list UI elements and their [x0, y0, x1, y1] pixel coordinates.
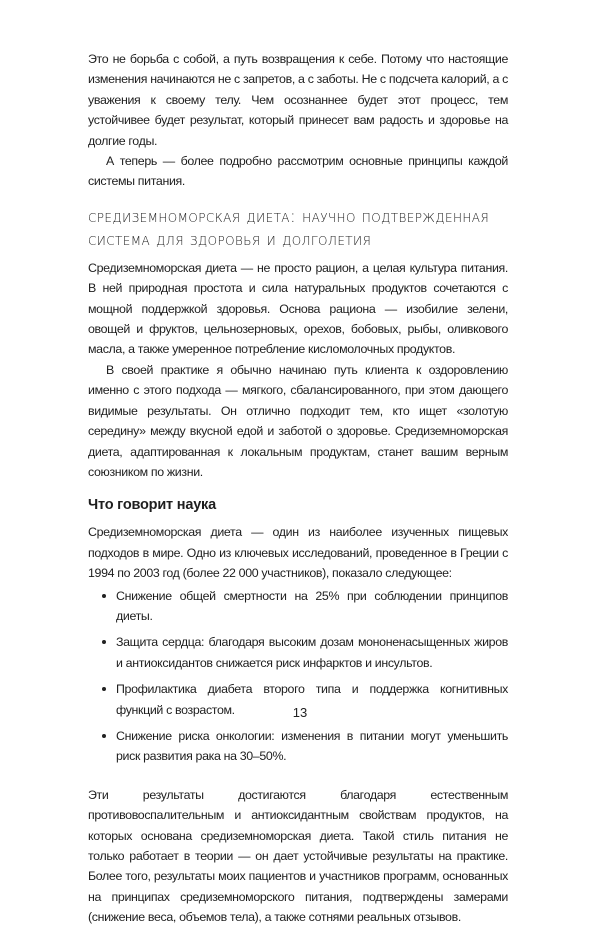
bullet-item — [116, 726, 508, 767]
page-number: 13 — [292, 705, 308, 720]
spacer — [88, 773, 508, 785]
subheading-science: Что говорит наука — [88, 497, 216, 514]
section-title: средиземноморская диета: научно подтвержденная система для здоровья и долголетия — [88, 206, 490, 250]
bullet-item — [116, 632, 508, 673]
science-paragraph-1: Средиземноморская диета — один из наиболее изученных пищевых подходов в мире. Одно из ключевых исследований, проведенное в Греции с 1994 по 2003 год (более 22 000 участников), показало следующее: — [88, 525, 508, 581]
intro-paragraph-1: Это не борьба с собой, а путь возвращения к себе. Потому что настоящие изменения начинаются не с запретов, а с заботы. Не с подсчета калорий, а с уважения к своему телу. Чем осознаннее будет этот процесс, тем устойчивее будет результат, который принесет вам радость и здоровье на долгие годы. — [88, 52, 508, 148]
bullet-dot-icon — [102, 734, 106, 738]
bullet-item — [116, 586, 508, 627]
bullet-text: Снижение общей смертности на 25% при соблюдении принципов диеты. — [116, 588, 508, 623]
science-paragraph-2: Эти результаты достигаются благодаря естественным противовоспалительным и антиоксидантным свойствам продуктов, на которых основана средиземноморская диета. Такой стиль питания не только работает в теории — он дает устойчивые результаты на практике. Более того, результаты моих пациентов и участников программ, основанных на принципах средиземноморского питания, подтверждены замерами (снижение веса, объемов тела), а также сотнями реальных отзывов. — [88, 787, 508, 925]
bullet-list — [88, 586, 508, 767]
bullet-dot-icon — [102, 640, 106, 644]
bullet-text: Снижение риска онкологии: изменения в питании могут уменьшить риск развития рака на 30–50%. — [116, 728, 508, 764]
section-paragraph-2: В своей практике я обычно начинаю путь клиента к оздоровлению именно с этого подхода — мягкого, сбалансированного, при этом дающего видимые результаты. Он отлично подходит тем, кто ищет «золотую середину» между вкусной едой и заботой о здоровье. Средиземноморская диета, адаптированная к локальным продуктам, станет вашим верным союзником по жизни. — [88, 362, 508, 479]
intro-paragraph-2: А теперь — более подробно рассмотрим основные принципы каждой системы питания. — [88, 154, 508, 189]
bullet-dot-icon — [102, 594, 106, 598]
page-content — [88, 49, 508, 928]
section-paragraph-1: Средиземноморская диета — не просто рацион, а целая культура питания. В ней природная простота и сила натуральных продуктов сочетаются с мощной поддержкой здоровья. Основа рациона — изобилие зелени, овощей и фруктов, цельнозерновых, орехов, бобовых, рыбы, оливкового масла, а также умеренное потребление кисломолочных продуктов. — [88, 260, 508, 357]
bullet-text: Защита сердца: благодаря высоким дозам мононенасыщенных жиров и антиоксидантов снижается риск инфарктов и инсультов. — [116, 635, 508, 670]
bullet-dot-icon — [102, 687, 106, 691]
bullet-text: Профилактика диабета второго типа и поддержка когнитивных функций с возрастом. — [116, 682, 508, 717]
